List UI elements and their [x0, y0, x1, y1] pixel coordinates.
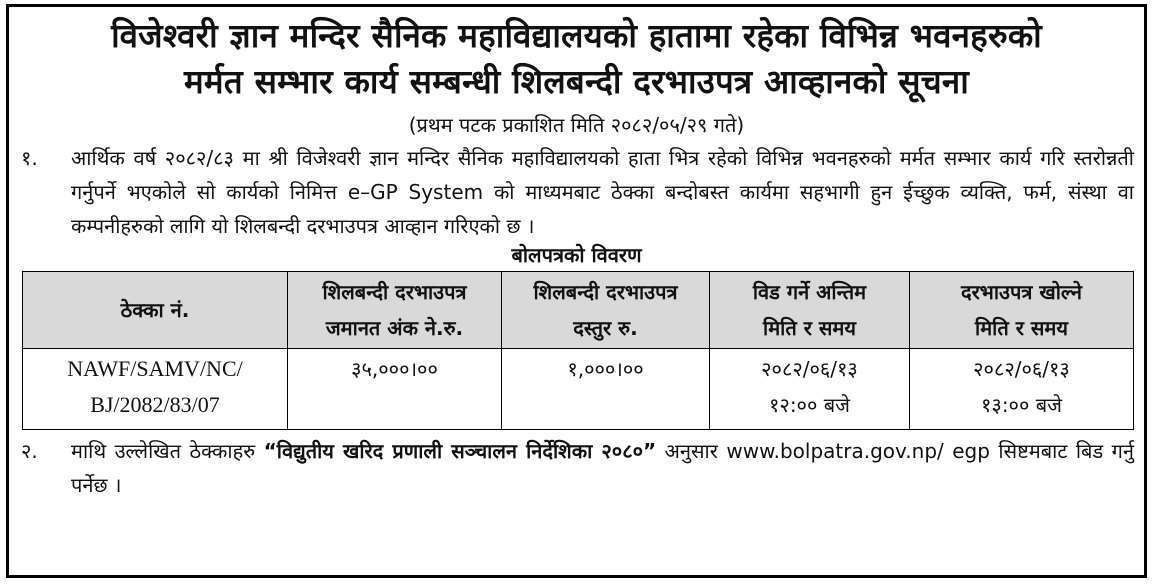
cell-bid-opening: [910, 349, 1134, 430]
bid-opening-time: १३:०० बजे: [981, 393, 1062, 417]
bid-fee-value: १,०००।००: [567, 357, 644, 381]
title-line-1: विजेश्वरी ज्ञान मन्दिर सैनिक महाविद्यालयको हातामा रहेका विभिन्न भवनहरुको: [111, 16, 1042, 55]
header-bid-deadline-line1: विड गर्ने अन्तिम: [752, 280, 867, 304]
paragraph-2-prefix: माथि उल्लेखित ठेक्काहरु: [71, 439, 256, 463]
paragraph-2-suffix: अनुसार www.bolpatra.gov.np/ egp सिष्टमबाट बिड गर्नु पर्नेछ ।: [71, 439, 1135, 497]
header-bid-fee-line2: दस्तुर रु.: [573, 316, 638, 340]
notice-frame: [6, 4, 1147, 578]
paragraph-2: [9, 434, 1144, 502]
paragraph-1-number: १.: [21, 146, 38, 170]
header-bid-security: [288, 272, 502, 349]
header-bid-opening-line1: दरभाउपत्र खोल्ने: [960, 280, 1082, 304]
table-header-row: [23, 272, 1134, 349]
cell-contract-no: [23, 349, 288, 430]
header-bid-security-line2: जमानत अंक ने.रु.: [325, 316, 464, 340]
table-caption: बोलपत्रको विवरण: [511, 243, 642, 267]
bid-details-table: [22, 271, 1134, 430]
publication-date: (प्रथम पटक प्रकाशित मिति २०८२/०५/२९ गते): [408, 113, 745, 137]
title-line-2: मर्मत सम्भार कार्य सम्बन्धी शिलबन्दी दरभाउपत्र आव्हानको सूचना: [184, 62, 969, 101]
paragraph-2-number: २.: [21, 439, 38, 463]
contract-no-line2: BJ/2082/83/07: [90, 392, 220, 417]
table-row: [23, 349, 1134, 430]
contract-no-line1: NAWF/SAMV/NC/: [67, 356, 243, 381]
header-bid-opening: [910, 272, 1134, 349]
header-bid-opening-line2: मिति र समय: [975, 316, 1068, 340]
bid-security-value: ३५,०००।००: [351, 357, 438, 381]
cell-bid-deadline: [710, 349, 910, 430]
header-bid-deadline-line2: मिति र समय: [763, 316, 856, 340]
notice-title: [9, 13, 1144, 105]
header-bid-fee-line1: शिलबन्दी दरभाउपत्र: [533, 280, 678, 304]
paragraph-1-text: आर्थिक वर्ष २०८२/८३ मा श्री विजेश्वरी ज्ञान मन्दिर सैनिक महाविद्यालयको हाता भित्र रहेको विभिन्न भवनहरुको मर्मत सम्भार कार्य गरि स्तरोन्नती गर्नुपर्ने भएकोले सो कार्यको निमित्त e–GP System को माध्यमबाट ठेक्का बन्दोबस्त कार्यमा सहभागी हुन ईच्छुक व्यक्ति, फर्म, संस्था वा कम्पनीहरुको लागि यो शिलबन्दी दरभाउपत्र आव्हान गरिएको छ ।: [71, 146, 1134, 238]
bid-deadline-date: २०८२/०६/१३: [761, 357, 858, 381]
bid-opening-date: २०८२/०६/१३: [973, 357, 1070, 381]
cell-bid-security: [288, 349, 502, 430]
cell-bid-fee: [502, 349, 710, 430]
header-contract-no: [23, 272, 288, 349]
paragraph-2-text: [71, 434, 1134, 502]
directive-name: “विद्युतीय खरिद प्रणाली सञ्चालन निर्देशिका २०८०”: [263, 439, 657, 463]
header-bid-security-line1: शिलबन्दी दरभाउपत्र: [322, 280, 467, 304]
paragraph-1: [9, 141, 1144, 243]
header-bid-fee: [502, 272, 710, 349]
header-contract-no-text: ठेक्का नं.: [120, 298, 190, 322]
bid-deadline-time: १२:०० बजे: [769, 393, 850, 417]
header-bid-deadline: [710, 272, 910, 349]
